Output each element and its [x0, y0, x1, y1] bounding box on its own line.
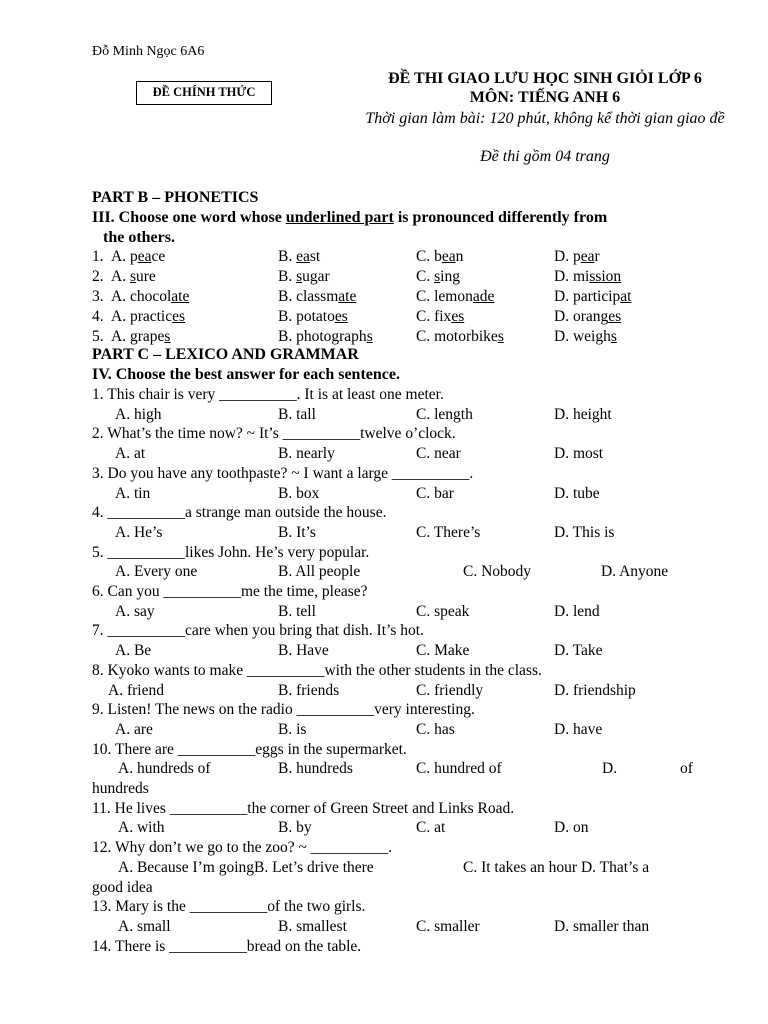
answer-option: D. Anyone — [601, 563, 669, 581]
answer-option: B. All people — [278, 563, 361, 581]
answer-option: A. He’s — [115, 523, 163, 541]
answer-option: B. sugar — [278, 268, 330, 285]
question-text: 5. __________likes John. He’s very popular. — [92, 543, 370, 561]
answer-option: B. photographs — [278, 328, 373, 345]
answer-option: D. This is — [554, 523, 615, 541]
answer-option: C. fixes — [416, 308, 465, 325]
answer-option: D. have — [554, 720, 603, 738]
question-text: 13. Mary is the __________of the two girls. — [92, 898, 366, 916]
answer-option: B. east — [278, 248, 321, 265]
answer-option: B. by — [278, 819, 312, 837]
answer-option: D. on — [554, 819, 589, 837]
answer-option: D. friendship — [554, 681, 636, 699]
answer-option: D. most — [554, 445, 604, 463]
part-b-title: PART B – PHONETICS — [92, 189, 259, 206]
answer-option: A. friend — [108, 681, 164, 699]
answer-option: B. Have — [278, 642, 329, 660]
answer-option: B. is — [278, 720, 307, 738]
answer-option: D. mission — [554, 268, 622, 285]
answer-option: B. tall — [278, 405, 316, 423]
answer-option: C. bar — [416, 484, 454, 502]
answer-option: C. smaller — [416, 917, 480, 935]
answer-option: B. tell — [278, 602, 316, 620]
answer-option: A. peace — [111, 248, 166, 265]
answer-option: D. weighs — [554, 328, 617, 345]
instruction-text: III. Choose one word whose — [92, 209, 286, 226]
official-label-box: ĐỀ CHÍNH THỨC — [136, 81, 272, 105]
question-text: 3. Do you have any toothpaste? ~ I want a large __________. — [92, 464, 474, 482]
answer-option: C. length — [416, 405, 473, 423]
exam-title: ĐỀ THI GIAO LƯU HỌC SINH GIỎI LỚP 6 — [388, 70, 702, 87]
answer-option: D. participat — [554, 288, 632, 305]
answer-option: A. with — [118, 819, 165, 837]
answer-option: C. There’s — [416, 523, 481, 541]
part-b-instruction — [92, 209, 607, 227]
question-text: 2. What’s the time now? ~ It’s __________twelve o’clock. — [92, 425, 456, 443]
answer-option: D. lend — [554, 602, 600, 620]
answer-option: C. friendly — [416, 681, 484, 699]
exam-pages: Đề thi gồm 04 trang — [480, 148, 610, 165]
answer-option: B. box — [278, 484, 320, 502]
answer-option: A. are — [115, 720, 153, 738]
answer-option: B. classmate — [278, 288, 357, 305]
answer-option: B. friends — [278, 681, 340, 699]
question-text: 8. Kyoko wants to make __________with the other students in the class. — [92, 661, 542, 679]
exam-subject: MÔN: TIẾNG ANH 6 — [469, 89, 621, 106]
answer-option: B. smallest — [278, 917, 347, 935]
instruction-underlined: underlined part — [285, 209, 394, 226]
answer-option: A. at — [115, 445, 146, 463]
answer-option: A. high — [115, 405, 162, 423]
answer-option: D. oranges — [554, 308, 622, 325]
student-name: Đỗ Minh Ngọc 6A6 — [92, 44, 205, 59]
answer-option: D. Take — [554, 642, 603, 660]
answer-option: C. motorbikes — [416, 328, 504, 345]
answer-option: D. tube — [554, 484, 600, 502]
answer-option: C. Make — [416, 642, 470, 660]
question-text: 1. This chair is very __________. It is at least one meter. — [92, 386, 444, 403]
answer-option: C. sing — [416, 268, 460, 285]
answer-option: D. height — [554, 405, 612, 423]
question-number: 3. — [92, 288, 104, 305]
answer-option: of — [680, 760, 693, 778]
question-text: 11. He lives __________the corner of Green Street and Links Road. — [92, 799, 515, 817]
question-number: 2. — [92, 268, 104, 285]
answer-option: B. It’s — [278, 523, 316, 541]
question-text: 9. Listen! The news on the radio __________very interesting. — [92, 701, 475, 719]
question-text: 6. Can you __________me the time, please? — [92, 583, 368, 600]
answer-option: C. lemonade — [416, 288, 495, 305]
answer-option: A. sure — [111, 268, 156, 285]
answer-option: C. hundred of — [416, 760, 502, 778]
part-c-instruction: IV. Choose the best answer for each sentence. — [92, 366, 400, 383]
question-text: 7. __________care when you bring that dish. It’s hot. — [92, 622, 424, 640]
answer-option: B. potatoes — [278, 308, 348, 325]
answer-option: A. practices — [111, 308, 186, 325]
answer-option: B. nearly — [278, 445, 335, 463]
answer-option: A. tin — [115, 484, 151, 502]
answer-option: B. hundreds — [278, 760, 353, 778]
answer-option: C. near — [416, 445, 461, 463]
question-text: 4. __________a strange man outside the house. — [92, 504, 387, 522]
answer-option: A. Every one — [115, 563, 198, 581]
answer-option: C. It takes an hour D. That’s a — [463, 858, 650, 876]
part-b-instruction-line2: the others. — [103, 229, 175, 246]
answer-option: C. has — [416, 720, 455, 738]
answer-option: A. Because I’m goingB. Let’s drive there — [118, 858, 374, 876]
answer-option: C. bean — [416, 248, 464, 265]
answer-option: A. grapes — [111, 328, 171, 345]
answer-option-continued: good idea — [92, 878, 153, 896]
question-text: 12. Why don’t we go to the zoo? ~ __________. — [92, 839, 393, 857]
question-number: 1. — [92, 248, 104, 265]
answer-option: D. pear — [554, 248, 600, 265]
exam-time: Thời gian làm bài: 120 phút, không kể thời gian giao đề — [365, 110, 725, 127]
question-number: 5. — [92, 328, 104, 345]
question-text: 14. There is __________bread on the table. — [92, 937, 362, 955]
part-c-title: PART C – LEXICO AND GRAMMAR — [92, 346, 359, 363]
answer-option: C. Nobody — [463, 563, 532, 581]
answer-option: A. Be — [115, 642, 152, 660]
question-text: 10. There are __________eggs in the supermarket. — [92, 740, 407, 758]
answer-option: C. at — [416, 819, 446, 837]
answer-option: A. hundreds of — [118, 760, 211, 778]
answer-option: A. chocolate — [111, 288, 190, 305]
answer-option: D. smaller than — [554, 917, 650, 935]
answer-option: A. say — [115, 602, 155, 620]
instruction-text: is pronounced differently from — [393, 209, 608, 226]
answer-option: D. — [602, 760, 618, 778]
answer-option: A. small — [118, 917, 171, 935]
answer-option-continued: hundreds — [92, 780, 149, 797]
question-number: 4. — [92, 308, 104, 325]
answer-option: C. speak — [416, 602, 470, 620]
